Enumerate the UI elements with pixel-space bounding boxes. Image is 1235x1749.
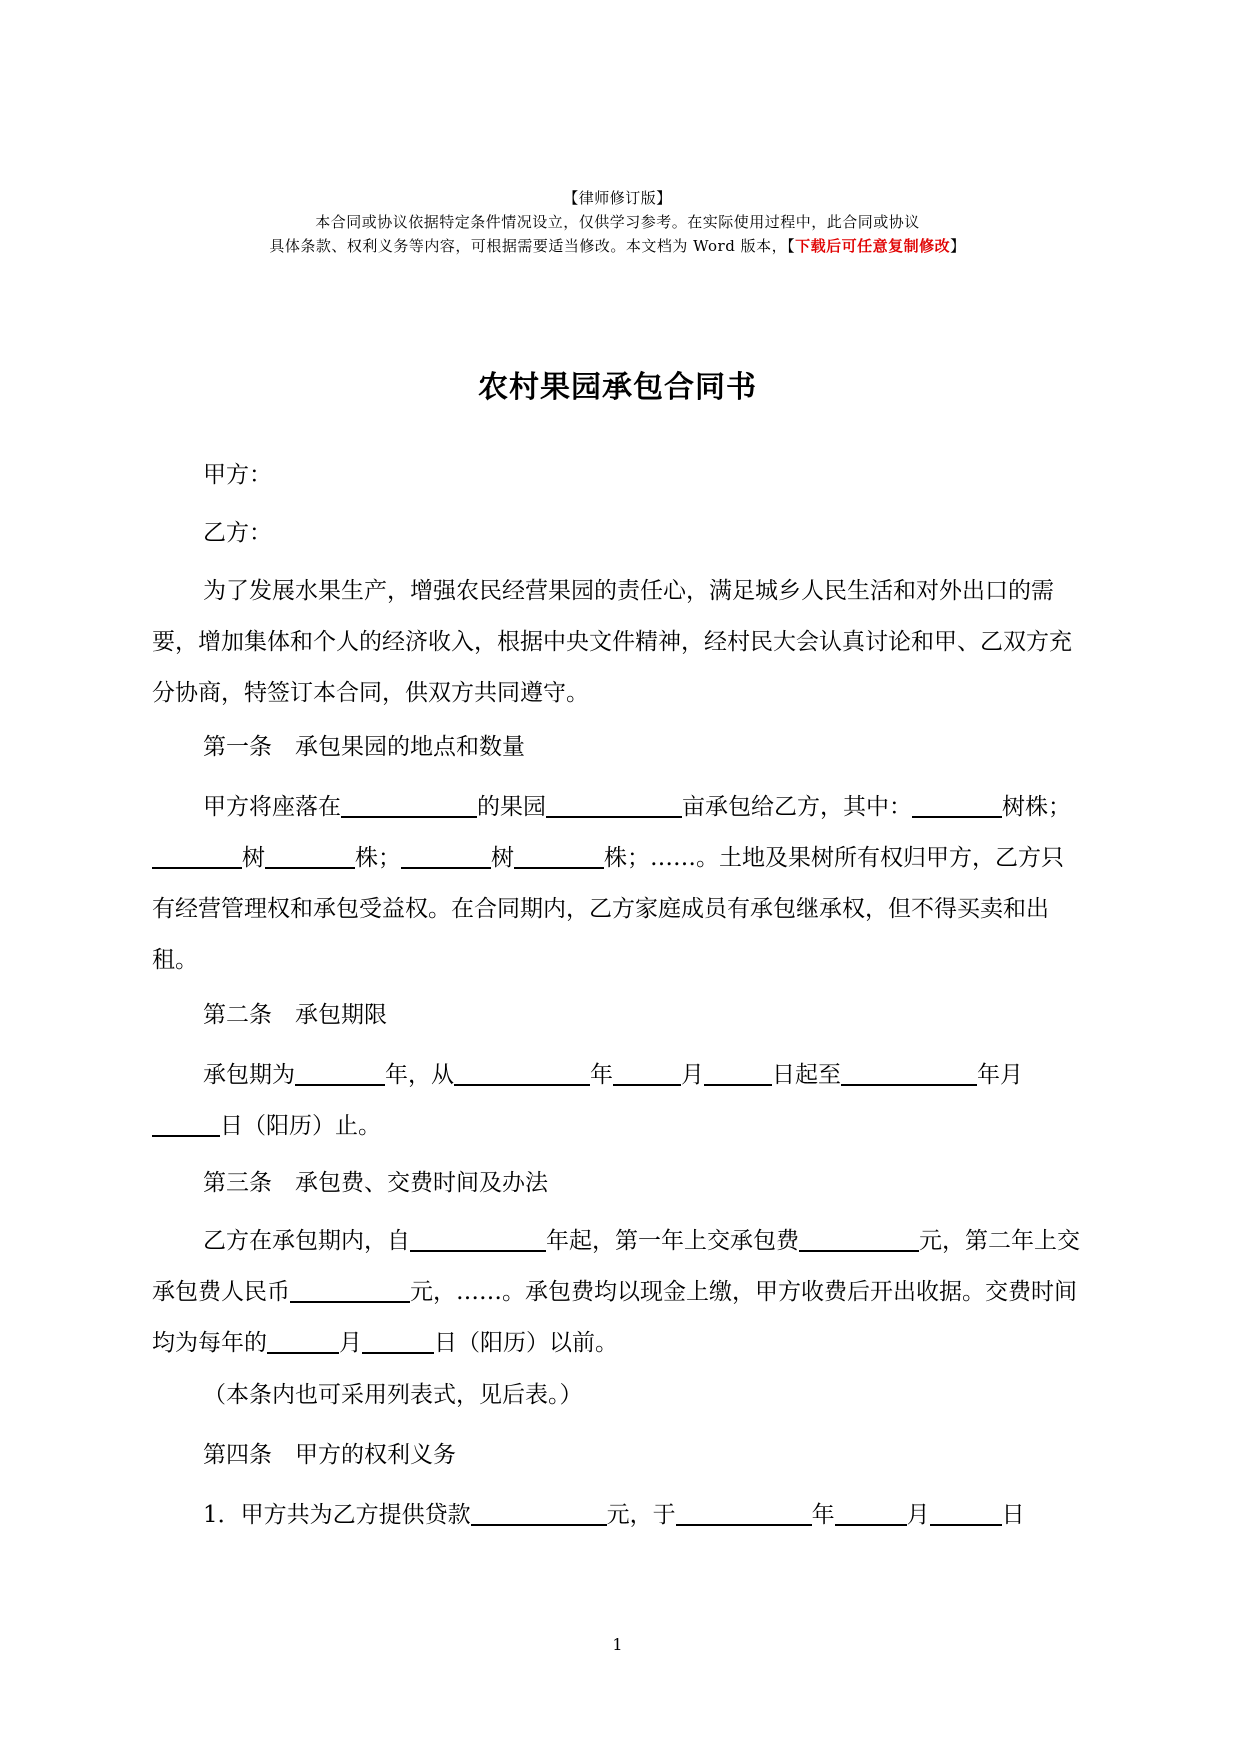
art3-text-5: 月: [339, 1330, 362, 1356]
payment-month-blank[interactable]: [267, 1328, 339, 1354]
second-year-fee-blank[interactable]: [290, 1277, 410, 1303]
art1-text-6: 株；: [355, 845, 401, 871]
article-3-heading: 第三条 承包费、交费时间及办法: [203, 1170, 548, 1196]
document-title: 农村果园承包合同书: [478, 370, 757, 405]
bracket-open: 【: [787, 237, 796, 255]
art2-text-7: 日（阳历）止。: [220, 1113, 381, 1139]
party-a-label: 甲方：: [203, 462, 272, 488]
tree-type-blank-2[interactable]: [152, 843, 242, 869]
payment-day-blank[interactable]: [362, 1328, 434, 1354]
loan-day-blank[interactable]: [930, 1500, 1002, 1526]
art3-text-6: 日（阳历）以前。: [434, 1330, 618, 1356]
tree-count-blank-3[interactable]: [514, 843, 604, 869]
art2-text-3: 年: [590, 1062, 613, 1088]
end-year-blank[interactable]: [841, 1060, 977, 1086]
art3-text-1: 乙方在承包期内，自: [203, 1228, 410, 1254]
party-b-label: 乙方：: [203, 520, 272, 546]
article-2-body: [152, 1050, 1085, 1152]
preamble-paragraph: 为了发展水果生产，增强农民经营果园的责任心，满足城乡人民生活和对外出口的需要，增加集体和个人的经济收入，根据中央文件精神，经村民大会认真讨论和甲、乙双方充分协商，特签订本合同，供双方共同遵守。: [152, 578, 1072, 706]
art4-text-2: 元，于: [606, 1502, 676, 1528]
art4-text-1: 1．甲方共为乙方提供贷款: [203, 1502, 471, 1528]
disclaimer-line-1: 本合同或协议依据特定条件情况设立，仅供学习参考。在实际使用过程中，此合同或协议: [315, 213, 920, 231]
article-1-body: [152, 782, 1085, 986]
art4-text-3: 年: [811, 1502, 835, 1528]
art1-text-5: 树: [242, 845, 265, 871]
disclaimer-line-2: [0, 236, 1235, 256]
loan-year-blank[interactable]: [676, 1500, 812, 1526]
art3-text-4: 元，……。承包费均以现金上缴，甲方收费后开出收据。交费时间均为每年的: [152, 1279, 1077, 1356]
start-month-blank[interactable]: [613, 1060, 681, 1086]
fee-start-year-blank[interactable]: [410, 1226, 546, 1252]
art2-text-5: 日起至: [772, 1062, 841, 1088]
art4-text-4: 月: [906, 1502, 930, 1528]
art3-text-2: 年起，第一年上交承包费: [546, 1228, 799, 1254]
start-year-blank[interactable]: [454, 1060, 590, 1086]
disclaimer-text: 具体条款、权利义务等内容，可根据需要适当修改。本文档为 Word 版本，: [269, 237, 788, 255]
article-2-heading: 第二条 承包期限: [203, 1002, 387, 1028]
art1-text-1: 甲方将座落在: [203, 794, 341, 820]
art2-text-6: 年月: [977, 1062, 1023, 1088]
art3-text-3: 元，第二年上交承包费人民币: [152, 1228, 1080, 1305]
location-blank[interactable]: [341, 792, 477, 818]
art1-text-3: 亩承包给乙方，其中：: [682, 794, 912, 820]
art2-text-4: 月: [681, 1062, 704, 1088]
article-4-heading: 第四条 甲方的权利义务: [203, 1442, 456, 1468]
revision-label: 【律师修订版】: [563, 189, 672, 207]
article-3-note: （本条内也可采用列表式，见后表。）: [203, 1382, 583, 1408]
art1-text-7: 树: [491, 845, 514, 871]
article-4-item-1: [152, 1490, 1085, 1541]
term-years-blank[interactable]: [295, 1060, 385, 1086]
end-day-blank[interactable]: [152, 1111, 220, 1137]
tree-type-blank-3[interactable]: [401, 843, 491, 869]
loan-month-blank[interactable]: [835, 1500, 907, 1526]
art1-text-2: 的果园: [477, 794, 546, 820]
bracket-close: 】: [950, 237, 966, 255]
art2-text-1: 承包期为: [203, 1062, 295, 1088]
tree-count-blank-1[interactable]: [912, 792, 1002, 818]
area-blank[interactable]: [546, 792, 682, 818]
art1-text-4: 树株；: [1002, 794, 1071, 820]
loan-amount-blank[interactable]: [471, 1500, 607, 1526]
art4-text-5: 日: [1001, 1502, 1025, 1528]
art2-text-2: 年，从: [385, 1062, 454, 1088]
tree-count-blank-2[interactable]: [265, 843, 355, 869]
download-note: 下载后可任意复制修改: [795, 237, 951, 255]
start-day-blank[interactable]: [704, 1060, 772, 1086]
art1-text-8: 株；……。土地及果树所有权归甲方，乙方只有经营管理权和承包受益权。在合同期内，乙方家庭成员有承包继承权，但不得买卖和出租。: [152, 845, 1064, 973]
page-number: 1: [612, 1635, 623, 1654]
first-year-fee-blank[interactable]: [799, 1226, 919, 1252]
article-1-heading: 第一条 承包果园的地点和数量: [203, 734, 525, 760]
article-3-body: [152, 1216, 1085, 1369]
